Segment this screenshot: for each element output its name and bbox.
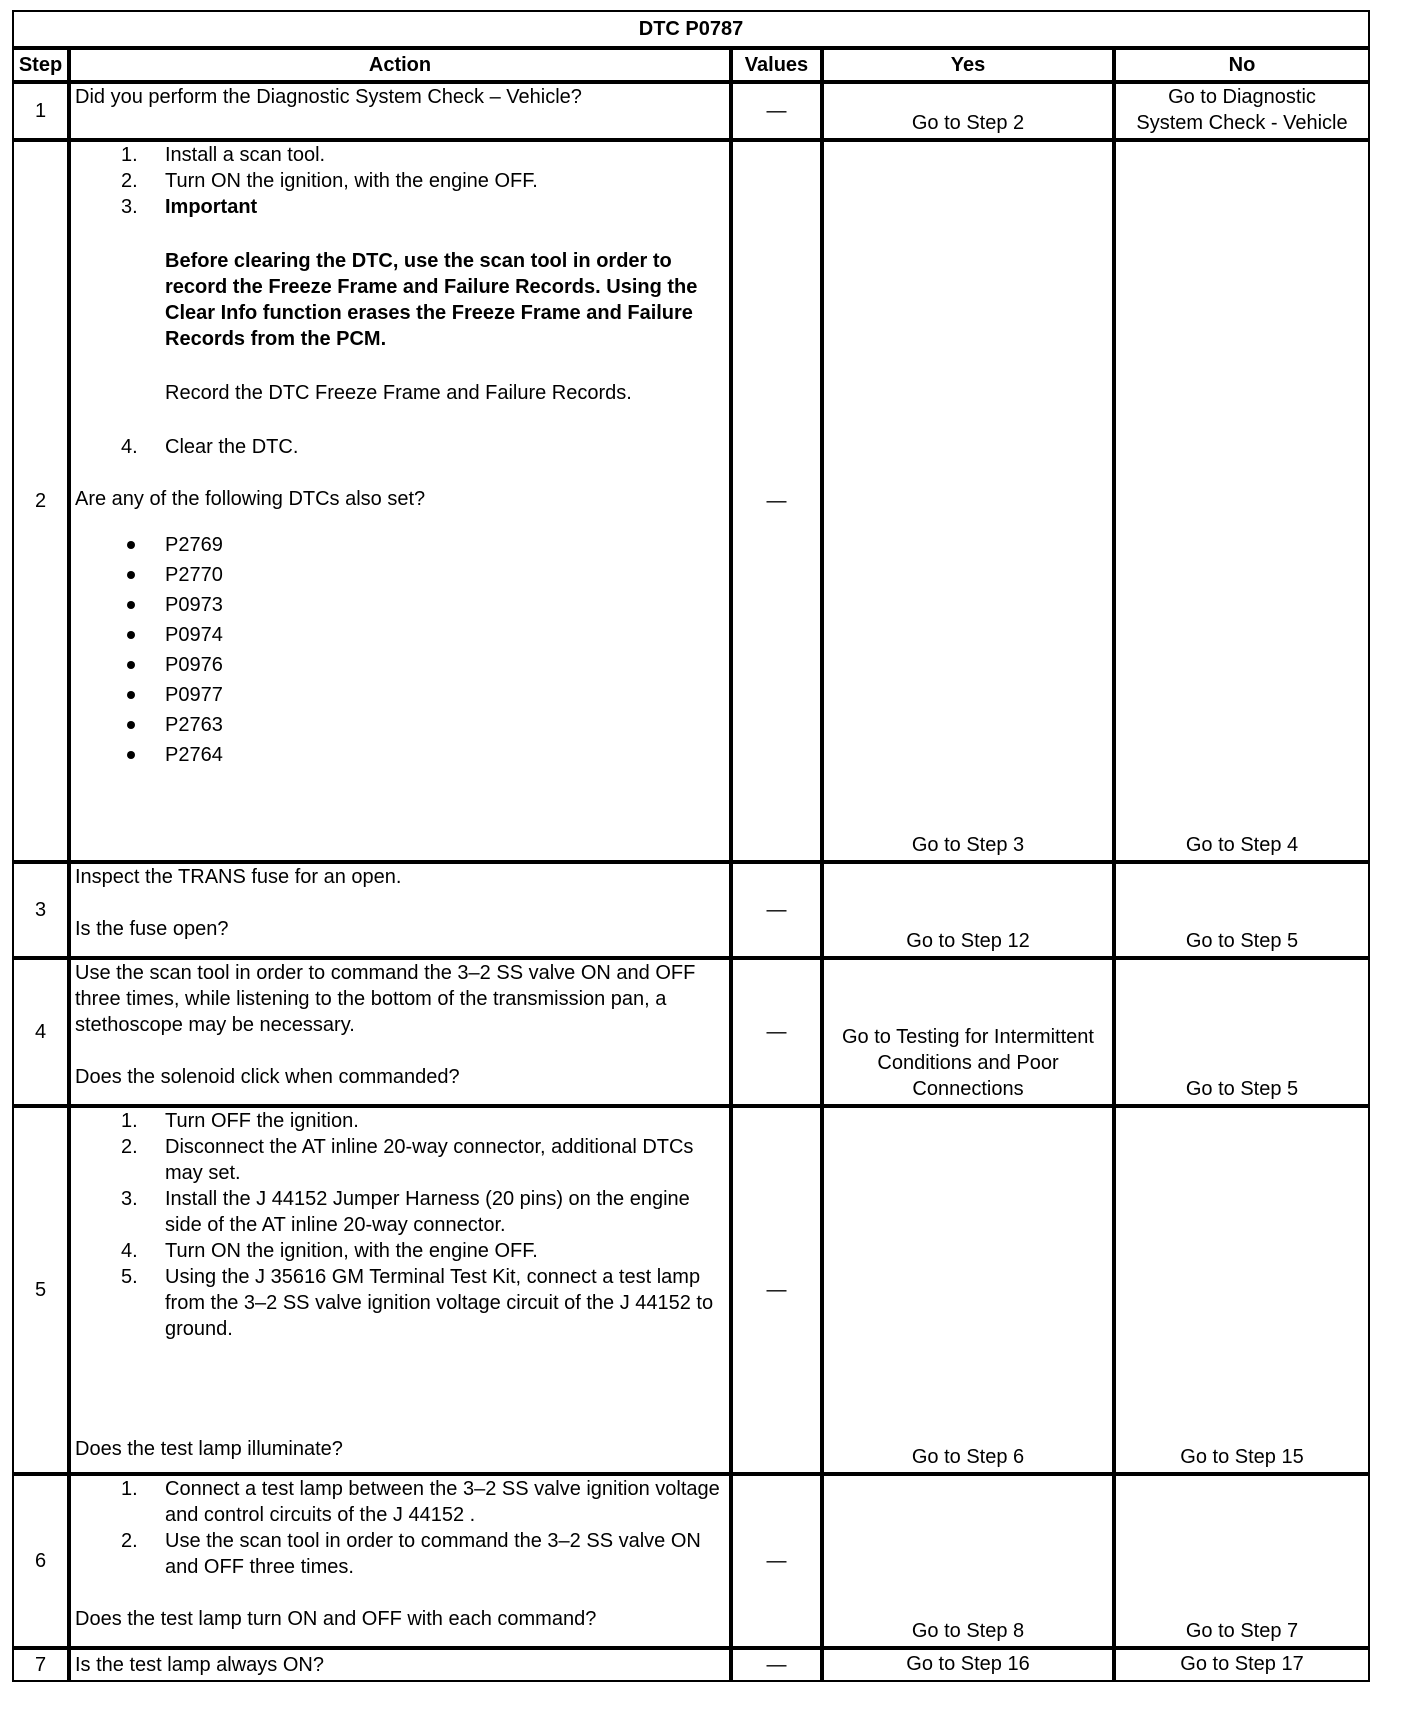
question: Did you perform the Diagnostic System Check – Vehicle?	[75, 86, 582, 108]
yes-cell: Go to Step 12	[822, 862, 1114, 958]
no-cell: Go to Step 5	[1114, 958, 1370, 1106]
yes-cell: Go to Testing for Intermittent Conditions and Poor Connections	[822, 958, 1114, 1106]
step-number: 4	[12, 958, 69, 1106]
question: Is the test lamp always ON?	[75, 1654, 324, 1676]
action-cell	[69, 958, 731, 1106]
step-item-number: 3.	[121, 1188, 138, 1210]
step-number: 3	[12, 862, 69, 958]
step-item-text: Disconnect the AT inline 20-way connector, additional DTCs may set.	[165, 1136, 694, 1184]
step-item-text: Turn OFF the ignition.	[165, 1110, 359, 1132]
header-action: Action	[69, 48, 731, 82]
step-item-text: Using the J 35616 GM Terminal Test Kit, connect a test lamp from the 3–2 SS valve ignition voltage circuit of the J 44152 to ground.	[165, 1266, 714, 1340]
no-cell: Go to Step 17	[1114, 1648, 1370, 1682]
dtc-list	[75, 530, 727, 770]
step-item-number: 1.	[121, 144, 138, 166]
table-title-row	[12, 10, 1370, 48]
header-yes: Yes	[822, 48, 1114, 82]
list-item	[75, 1134, 727, 1186]
dtc-code: P2769	[165, 534, 223, 556]
no-cell: Go to Step 15	[1114, 1106, 1370, 1474]
step-item-number: 4.	[121, 436, 138, 458]
table-row	[12, 958, 1370, 1106]
list-item	[75, 168, 727, 194]
action-steps	[75, 1476, 727, 1580]
table-row	[12, 862, 1370, 958]
record-note: Record the DTC Freeze Frame and Failure Records.	[165, 382, 632, 404]
step-item-text: Turn ON the ignition, with the engine OFF.	[165, 1240, 538, 1262]
no-cell: Go to Step 4	[1114, 140, 1370, 862]
list-item	[75, 434, 727, 460]
step-item-text: Clear the DTC.	[165, 436, 299, 458]
yes-cell: Go to Step 3	[822, 140, 1114, 862]
values-cell: —	[731, 862, 822, 958]
table-row	[12, 140, 1370, 862]
no-cell	[1114, 82, 1370, 140]
action-steps-continued	[75, 434, 727, 460]
table-row	[12, 82, 1370, 140]
yes-cell: Go to Step 6	[822, 1106, 1114, 1474]
dtc-code: P2763	[165, 714, 223, 736]
action-cell	[69, 82, 731, 140]
dtc-code: P0973	[165, 594, 223, 616]
step-number: 1	[12, 82, 69, 140]
dtc-table	[12, 10, 1370, 1682]
values-cell: —	[731, 140, 822, 862]
list-item	[75, 1108, 727, 1134]
step-item-number: 4.	[121, 1240, 138, 1262]
instruction: Use the scan tool in order to command the 3–2 SS valve ON and OFF three times, while listening to the bottom of the transmission pan, a stethoscope may be necessary.	[75, 962, 696, 1036]
step-number: 6	[12, 1474, 69, 1648]
values-cell: —	[731, 1648, 822, 1682]
dtc-code: P0976	[165, 654, 223, 676]
yes-cell: Go to Step 8	[822, 1474, 1114, 1648]
dtc-table-document	[12, 10, 1370, 1682]
no-line-2: System Check - Vehicle	[1136, 112, 1348, 134]
step-item-text: Install the J 44152 Jumper Harness (20 pins) on the engine side of the AT inline 20-way connector.	[165, 1188, 690, 1236]
step-number: 5	[12, 1106, 69, 1474]
action-cell	[69, 140, 731, 862]
list-item	[75, 530, 727, 560]
action-steps	[75, 142, 727, 220]
header-values: Values	[731, 48, 822, 82]
step-item-number: 2.	[121, 1530, 138, 1552]
step-item-text: Connect a test lamp between the 3–2 SS valve ignition voltage and control circuits of the J 44152 .	[165, 1478, 720, 1526]
step-item-text: Turn ON the ignition, with the engine OFF.	[165, 170, 538, 192]
table-row	[12, 1648, 1370, 1682]
header-row	[12, 48, 1370, 82]
list-item	[75, 1238, 727, 1264]
important-label: Important	[165, 196, 258, 218]
step-item-number: 2.	[121, 1136, 138, 1158]
header-no: No	[1114, 48, 1370, 82]
step-item-number: 5.	[121, 1266, 138, 1288]
values-cell: —	[731, 958, 822, 1106]
list-item	[75, 1264, 727, 1342]
step-number: 7	[12, 1648, 69, 1682]
action-cell	[69, 1106, 731, 1474]
no-cell: Go to Step 5	[1114, 862, 1370, 958]
step-number: 2	[12, 140, 69, 862]
question: Does the test lamp illuminate?	[75, 1438, 343, 1460]
list-item	[75, 650, 727, 680]
table-title: DTC P0787	[12, 10, 1370, 48]
list-item	[75, 590, 727, 620]
step-item-text: Install a scan tool.	[165, 144, 326, 166]
values-cell: —	[731, 1106, 822, 1474]
step-item-number: 1.	[121, 1110, 138, 1132]
dtc-code: P0977	[165, 684, 223, 706]
no-line-1: Go to Diagnostic	[1168, 86, 1316, 108]
action-steps	[75, 1108, 727, 1342]
question: Are any of the following DTCs also set?	[75, 488, 426, 510]
dtc-code: P2764	[165, 744, 223, 766]
values-cell: —	[731, 82, 822, 140]
step-item-number: 1.	[121, 1478, 138, 1500]
list-item	[75, 1528, 727, 1580]
yes-cell: Go to Step 16	[822, 1648, 1114, 1682]
no-cell: Go to Step 7	[1114, 1474, 1370, 1648]
question: Does the solenoid click when commanded?	[75, 1066, 460, 1088]
step-item-number: 3.	[121, 196, 138, 218]
dtc-code: P0974	[165, 624, 223, 646]
important-note: Before clearing the DTC, use the scan tool in order to record the Freeze Frame and Failure Records. Using the Clear Info function erases the Freeze Frame and Failure Records from the PCM.	[165, 250, 698, 350]
values-cell: —	[731, 1474, 822, 1648]
header-step: Step	[12, 48, 69, 82]
step-item-text: Use the scan tool in order to command the 3–2 SS valve ON and OFF three times.	[165, 1530, 701, 1578]
question: Is the fuse open?	[75, 918, 229, 940]
list-item	[75, 1476, 727, 1528]
list-item	[75, 560, 727, 590]
list-item	[75, 194, 727, 220]
action-cell	[69, 862, 731, 958]
question: Does the test lamp turn ON and OFF with each command?	[75, 1608, 597, 1630]
list-item	[75, 710, 727, 740]
table-row	[12, 1474, 1370, 1648]
list-item	[75, 142, 727, 168]
list-item	[75, 620, 727, 650]
instruction: Inspect the TRANS fuse for an open.	[75, 866, 402, 888]
list-item	[75, 1186, 727, 1238]
yes-cell: Go to Step 2	[822, 82, 1114, 140]
step-item-number: 2.	[121, 170, 138, 192]
list-item	[75, 740, 727, 770]
list-item	[75, 680, 727, 710]
dtc-code: P2770	[165, 564, 223, 586]
action-cell	[69, 1474, 731, 1648]
action-cell	[69, 1648, 731, 1682]
table-row	[12, 1106, 1370, 1474]
